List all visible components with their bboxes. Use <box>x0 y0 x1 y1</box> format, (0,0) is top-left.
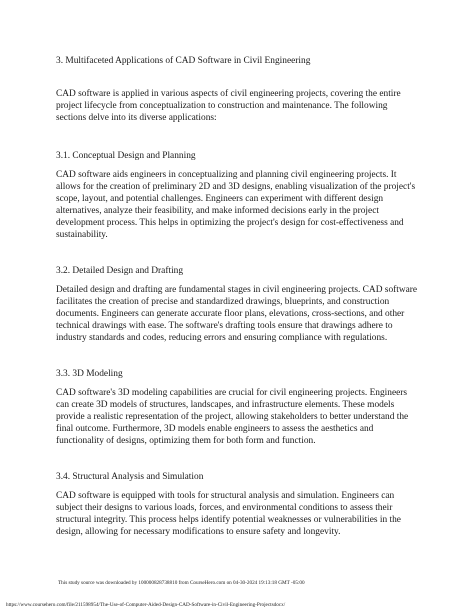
section-body-3-2: Detailed design and drafting are fundamental stages in civil engineering projects. CAD software facilitates the creation of precise and standardized drawings, blueprints, and construction documents. Engineers can generate accurate floor plans, elevations, cross-sections, and other technical drawings with ease. The software's drafting tools ensure that drawings adhere to industry standards and codes, reducing errors and ensuring compliance with regulations. <box>56 285 418 343</box>
section-title-3-2: 3.2. Detailed Design and Drafting <box>56 266 184 276</box>
document-content <box>56 55 418 538</box>
section-title-3-3: 3.3. 3D Modeling <box>56 369 123 379</box>
source-url[interactable]: https://www.coursehero.com/file/211598954/The-Use-of-Computer-Aided-Design-CAD-Software-in-Civil-Engineering-Projectsdocx/ <box>6 602 286 608</box>
intro-paragraph: CAD software is applied in various aspects of civil engineering projects, covering the entire project lifecycle from conceptualization to construction and maintenance. The following sections delve into its diverse applications: <box>56 89 401 123</box>
download-note: This study source was downloaded by 100000828738810 from CourseHero.com on 04-30-2024 19:13:18 GMT -05:00 <box>58 580 305 586</box>
section-title-3-4: 3.4. Structural Analysis and Simulation <box>56 472 204 482</box>
section-body-3-4: CAD software is equipped with tools for structural analysis and simulation. Engineers can subject their designs to various loads, forces, and environmental conditions to assess their structural integrity. This process helps identify potential weaknesses or vulnerabilities in the design, allowing for necessary modifications to ensure safety and longevity. <box>56 491 401 537</box>
section-body-3-1: CAD software aids engineers in conceptualizing and planning civil engineering projects. It allows for the creation of preliminary 2D and 3D designs, enabling visualization of the project's scope, layout, and potential challenges. Engineers can experiment with different design alternatives, analyze their feasibility, and make informed decisions early in the project development process. This helps in optimizing the project's design for cost-effectiveness and sustainability. <box>56 170 416 240</box>
main-heading: 3. Multifaceted Applications of CAD Software in Civil Engineering <box>56 56 311 66</box>
section-title-3-1: 3.1. Conceptual Design and Planning <box>56 151 196 161</box>
section-body-3-3: CAD software's 3D modeling capabilities are crucial for civil engineering projects. Engineers can create 3D models of structures, landscapes, and infrastructure elements. These models provide a realistic representation of the project, allowing stakeholders to better understand the final outcome. Furthermore, 3D models enable engineers to assess the aesthetics and functionality of designs, optimizing them for both form and function. <box>56 388 409 446</box>
